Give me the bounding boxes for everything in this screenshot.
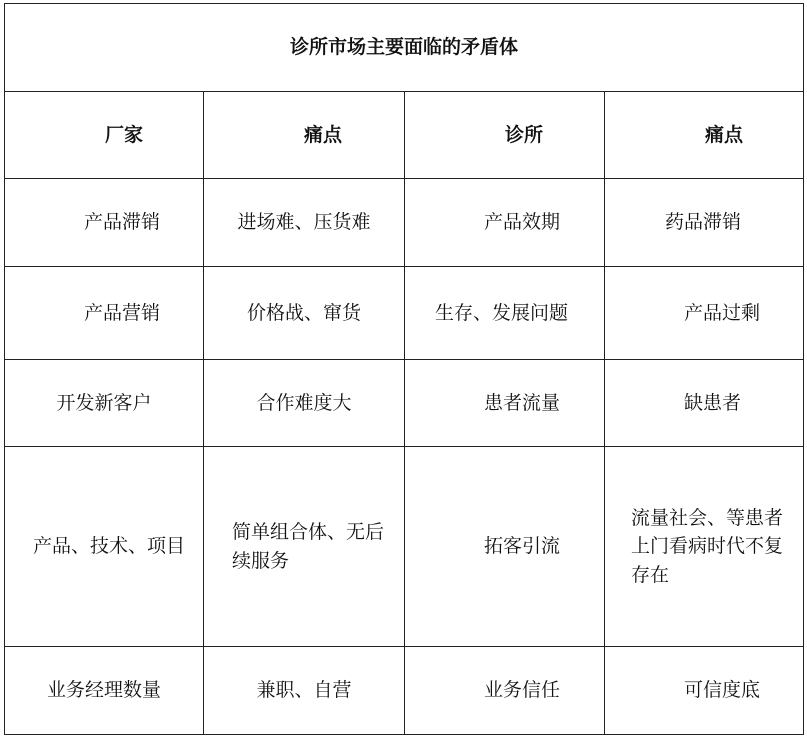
table-cell: 可信度底	[604, 646, 804, 735]
header-manufacturer: 厂家	[4, 91, 203, 178]
table-row	[4, 359, 804, 446]
table-cell: 拓客引流	[404, 446, 604, 646]
table-cell: 业务经理数量	[4, 646, 203, 735]
contradiction-table	[4, 3, 804, 749]
table-cell: 产品、技术、项目	[4, 446, 203, 646]
table-cell: 产品过剩	[604, 266, 804, 359]
table-cell: 进场难、压货难	[203, 178, 404, 266]
header-clinic: 诊所	[404, 91, 604, 178]
table-cell: 流量社会、等患者上门看病时代不复存在	[604, 446, 804, 646]
table-cell: 产品营销	[4, 266, 203, 359]
table-row	[4, 446, 804, 646]
table-cell: 兼职、自营	[203, 646, 404, 735]
table-cell: 价格战、窜货	[203, 266, 404, 359]
table-cell: 生存、发展问题	[404, 266, 604, 359]
table-cell: 药品滞销	[604, 178, 804, 266]
table-grid	[4, 3, 804, 735]
header-manufacturer-pain-point: 痛点	[203, 91, 404, 178]
table-cell: 简单组合体、无后续服务	[203, 446, 404, 646]
header-row	[4, 91, 804, 178]
header-clinic-pain-point: 痛点	[604, 91, 804, 178]
table-cell: 产品效期	[404, 178, 604, 266]
table-row	[4, 266, 804, 359]
table-cell: 开发新客户	[4, 359, 203, 446]
table-title: 诊所市场主要面临的矛盾体	[4, 3, 804, 91]
table-cell: 患者流量	[404, 359, 604, 446]
table-row	[4, 178, 804, 266]
table-cell: 合作难度大	[203, 359, 404, 446]
table-cell: 产品滞销	[4, 178, 203, 266]
table-cell: 业务信任	[404, 646, 604, 735]
table-cell: 缺患者	[604, 359, 804, 446]
table-row	[4, 646, 804, 735]
